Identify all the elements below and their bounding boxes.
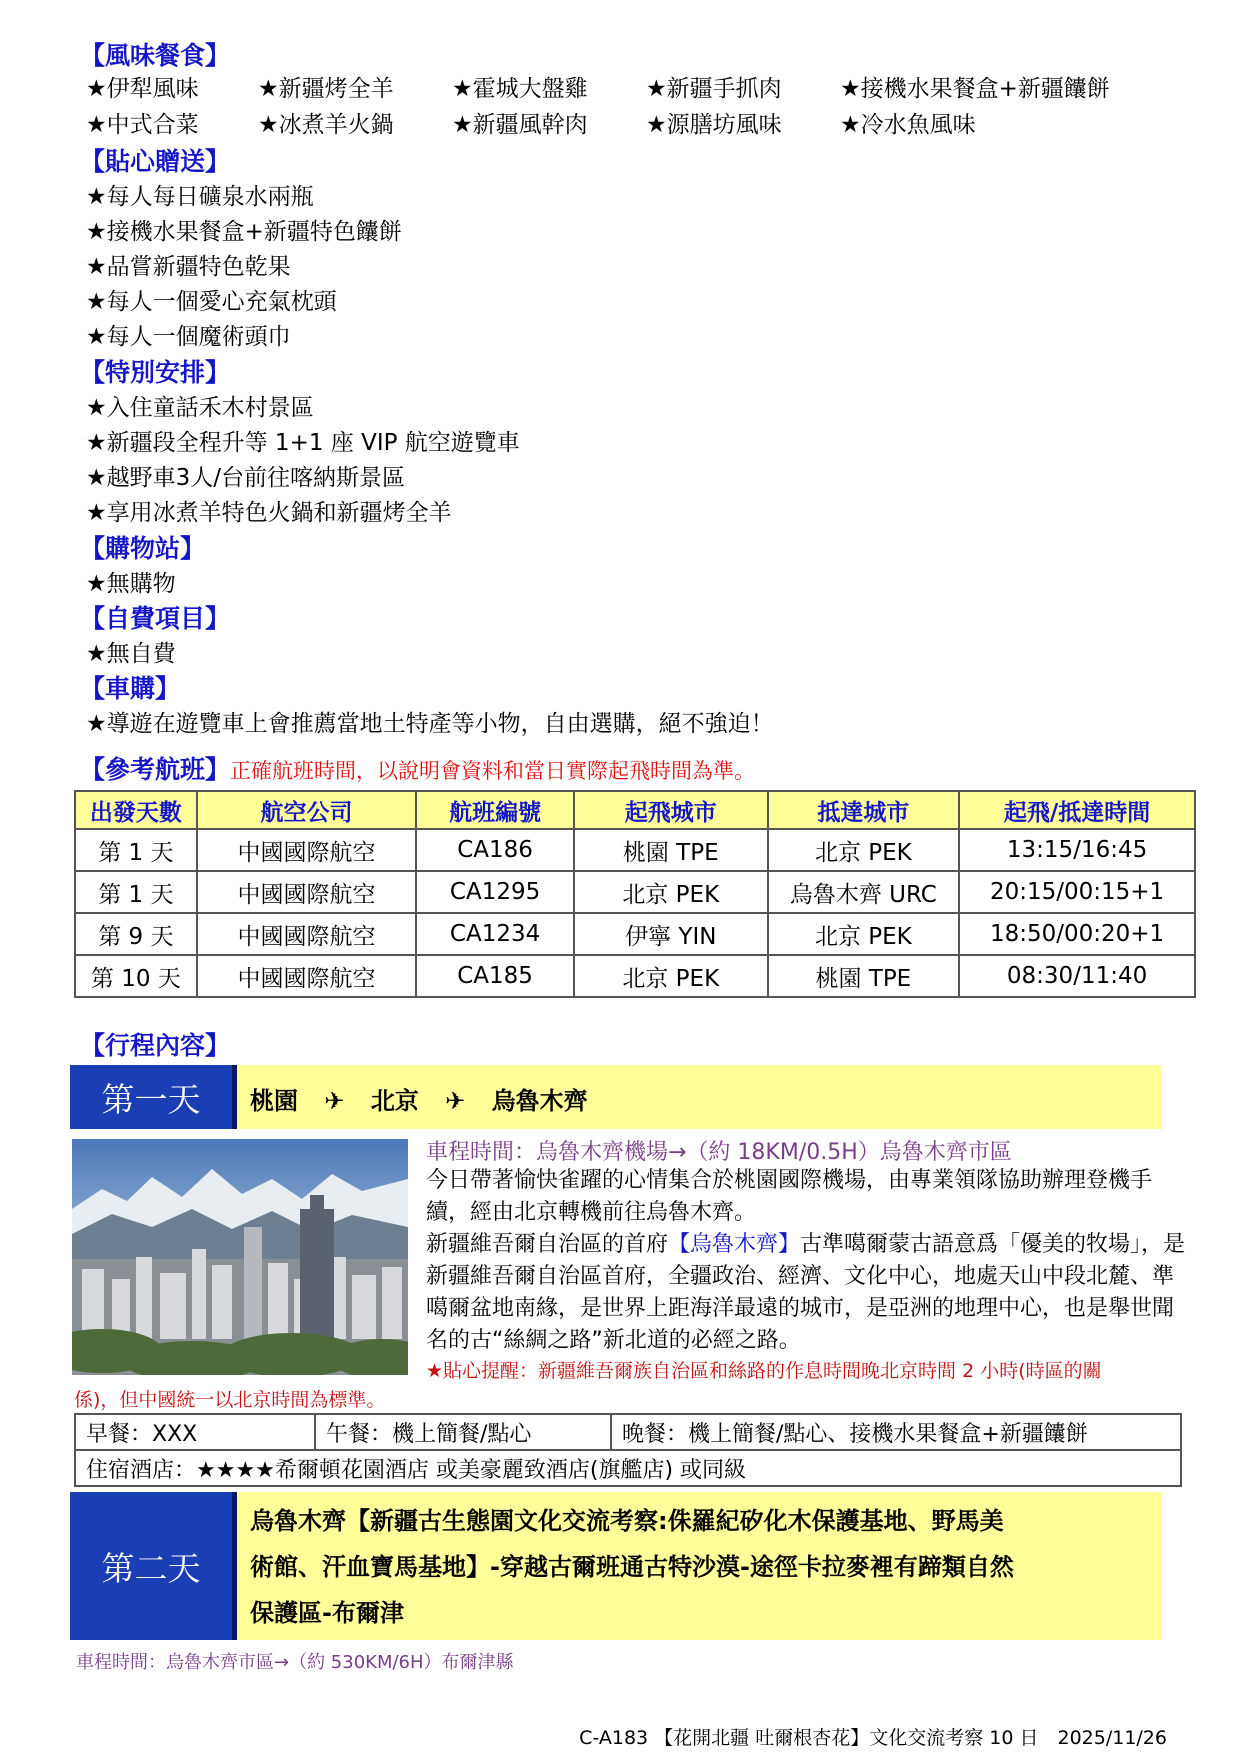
optional-item: ★無自費 bbox=[86, 641, 176, 667]
table-cell: CA185 bbox=[416, 955, 574, 997]
table-cell: 08:30/11:40 bbox=[959, 955, 1195, 997]
day-2-route bbox=[250, 1498, 1014, 1636]
flights-note: 正確航班時間，以說明會資料和當日實際起飛時間為準。 bbox=[230, 759, 756, 783]
gift-item: ★每人一個愛心充氣枕頭 bbox=[86, 289, 337, 315]
special-item: ★入住童話禾木村景區 bbox=[86, 395, 314, 421]
gift-item: ★每人一個魔術頭巾 bbox=[86, 324, 291, 350]
table-cell: 北京 PEK bbox=[574, 871, 768, 913]
day-1-reminder-cont: 係)，但中國統一以北京時間為標準。 bbox=[74, 1389, 386, 1411]
day-1-label: 第一天 bbox=[70, 1065, 237, 1129]
column-header: 出發天數 bbox=[75, 791, 197, 829]
day-1-paragraph-2 bbox=[426, 1229, 1186, 1357]
table-cell: 第 1 天 bbox=[75, 829, 197, 871]
day-1-header bbox=[70, 1065, 1162, 1129]
section-title-car-shop: 【車購】 bbox=[80, 674, 181, 703]
day-2-header bbox=[70, 1492, 1162, 1640]
section-title-special: 【特別安排】 bbox=[80, 358, 231, 387]
flavor-item: ★接機水果餐盒+新疆饢餅 bbox=[840, 76, 1110, 102]
day-2-drive-time: 車程時間：烏魯木齊市區→（約 530KM/6H）布爾津縣 bbox=[76, 1652, 514, 1673]
table-cell: 北京 PEK bbox=[768, 913, 960, 955]
table-row bbox=[75, 955, 1195, 997]
table-cell: 中國國際航空 bbox=[197, 913, 416, 955]
section-title-flavor: 【風味餐食】 bbox=[80, 41, 231, 70]
table-cell: 第 1 天 bbox=[75, 871, 197, 913]
day-1-route bbox=[250, 1081, 588, 1116]
section-title-gifts: 【貼心贈送】 bbox=[80, 147, 231, 176]
dinner-cell: 晚餐：機上簡餐/點心、接機水果餐盒+新疆饢餅 bbox=[622, 1421, 1088, 1447]
table-cell: 北京 PEK bbox=[768, 829, 960, 871]
special-item: ★享用冰煮羊特色火鍋和新疆烤全羊 bbox=[86, 500, 452, 526]
flavor-item: ★伊犁風味 bbox=[86, 76, 199, 102]
table-cell: 13:15/16:45 bbox=[959, 829, 1195, 871]
route-stop: 北京 bbox=[370, 1087, 419, 1115]
section-title-flights bbox=[80, 750, 755, 786]
airplane-icon: ✈ bbox=[324, 1087, 345, 1115]
hotel-row bbox=[76, 1451, 1180, 1485]
flavor-item: ★冰煮羊火鍋 bbox=[258, 112, 394, 138]
paragraph-text: 新疆維吾爾自治區的首府 bbox=[426, 1232, 669, 1257]
column-header: 航空公司 bbox=[197, 791, 416, 829]
flight-table bbox=[74, 790, 1196, 998]
table-row bbox=[75, 871, 1195, 913]
route-line: 術館、汗血寶馬基地】-穿越古爾班通古特沙漠-途徑卡拉麥裡有蹄類自然 bbox=[250, 1553, 1014, 1581]
day-1-paragraph-1: 今日帶著愉快雀躍的心情集合於桃園國際機場，由專業領隊協助辦理登機手續，經由北京轉機前往烏魯木齊。 bbox=[426, 1168, 1153, 1225]
gift-item: ★接機水果餐盒+新疆特色饢餅 bbox=[86, 219, 402, 245]
route-stop: 烏魯木齊 bbox=[491, 1087, 588, 1115]
table-cell: 桃園 TPE bbox=[574, 829, 768, 871]
lunch-cell: 午餐：機上簡餐/點心 bbox=[316, 1415, 612, 1449]
table-cell: 伊寧 YIN bbox=[574, 913, 768, 955]
table-cell: CA186 bbox=[416, 829, 574, 871]
table-cell: 18:50/00:20+1 bbox=[959, 913, 1195, 955]
shopping-item: ★無購物 bbox=[86, 571, 176, 597]
gift-item: ★每人每日礦泉水兩瓶 bbox=[86, 184, 314, 210]
gift-item: ★品嘗新疆特色乾果 bbox=[86, 254, 291, 280]
table-cell: 中國國際航空 bbox=[197, 829, 416, 871]
table-row bbox=[75, 829, 1195, 871]
table-cell: 中國國際航空 bbox=[197, 871, 416, 913]
flavor-item: ★新疆手抓肉 bbox=[646, 76, 782, 102]
route-line: 保護區-布爾津 bbox=[250, 1599, 404, 1627]
flight-table-header bbox=[75, 791, 1195, 829]
breakfast-cell: 早餐：XXX bbox=[76, 1415, 316, 1449]
urumqi-skyline-photo bbox=[72, 1139, 408, 1375]
table-row bbox=[75, 913, 1195, 955]
table-cell: 烏魯木齊 URC bbox=[768, 871, 960, 913]
table-cell: 中國國際航空 bbox=[197, 955, 416, 997]
day-1-drive-time: 車程時間：烏魯木齊機場→（約 18KM/0.5H）烏魯木齊市區 bbox=[426, 1140, 1012, 1165]
column-header: 航班編號 bbox=[416, 791, 574, 829]
table-cell: 20:15/00:15+1 bbox=[959, 871, 1195, 913]
day-1-meals-table bbox=[74, 1413, 1182, 1487]
page-footer: C-A183 【花開北疆 吐爾根杏花】文化交流考察 10 日 2025/11/26 bbox=[579, 1727, 1167, 1749]
special-item: ★新疆段全程升等 1+1 座 VIP 航空遊覽車 bbox=[86, 430, 520, 456]
flavor-item: ★霍城大盤雞 bbox=[452, 76, 588, 102]
route-stop: 桃園 bbox=[250, 1087, 298, 1115]
flavor-item: ★冷水魚風味 bbox=[840, 112, 976, 138]
flavor-item: ★新疆風幹肉 bbox=[452, 112, 588, 138]
flavor-item: ★源膳坊風味 bbox=[646, 112, 782, 138]
section-title-itinerary: 【行程內容】 bbox=[80, 1031, 231, 1060]
route-line: 烏魯木齊【新疆古生態園文化交流考察:侏羅紀矽化木保護基地、野馬美 bbox=[250, 1507, 1004, 1535]
day-2-label: 第二天 bbox=[70, 1492, 237, 1640]
column-header: 抵達城市 bbox=[768, 791, 960, 829]
table-cell: 北京 PEK bbox=[574, 955, 768, 997]
day-1-reminder: ★貼心提醒：新疆維吾爾族自治區和絲路的作息時間晚北京時間 2 小時(時區的關 bbox=[426, 1360, 1102, 1382]
flavor-item: ★新疆烤全羊 bbox=[258, 76, 394, 102]
airplane-icon: ✈ bbox=[445, 1087, 466, 1115]
flavor-item: ★中式合菜 bbox=[86, 112, 199, 138]
flights-title: 【參考航班】 bbox=[80, 755, 231, 784]
city-highlight: 【烏魯木齊】 bbox=[668, 1232, 801, 1257]
column-header: 起飛城市 bbox=[574, 791, 768, 829]
meal-row bbox=[76, 1415, 1180, 1451]
section-title-optional: 【自費項目】 bbox=[80, 604, 231, 633]
special-item: ★越野車3人/台前往喀納斯景區 bbox=[86, 465, 406, 491]
table-cell: CA1234 bbox=[416, 913, 574, 955]
table-cell: 桃園 TPE bbox=[768, 955, 960, 997]
table-cell: 第 10 天 bbox=[75, 955, 197, 997]
table-cell: 第 9 天 bbox=[75, 913, 197, 955]
paragraph-text: 古準噶爾蒙古語意爲「優美的牧場」，是新疆維吾爾自治區首府，全疆政治、經濟、文化中心，地處天山中段北麓、準噶爾盆地南緣，是世界上距海洋最遠的城市，是亞洲的地理中心，也是舉世聞名的古“絲綢之路”新北道的必經之路。 bbox=[426, 1232, 1186, 1353]
table-cell: CA1295 bbox=[416, 871, 574, 913]
column-header: 起飛/抵達時間 bbox=[959, 791, 1195, 829]
car-shop-item: ★導遊在遊覽車上會推薦當地土特產等小物，自由選購，絕不強迫！ bbox=[86, 711, 774, 737]
hotel-cell: 住宿酒店：★★★★希爾頓花園酒店 或美豪麗致酒店(旗艦店) 或同級 bbox=[86, 1457, 747, 1483]
section-title-shopping: 【購物站】 bbox=[80, 534, 206, 563]
